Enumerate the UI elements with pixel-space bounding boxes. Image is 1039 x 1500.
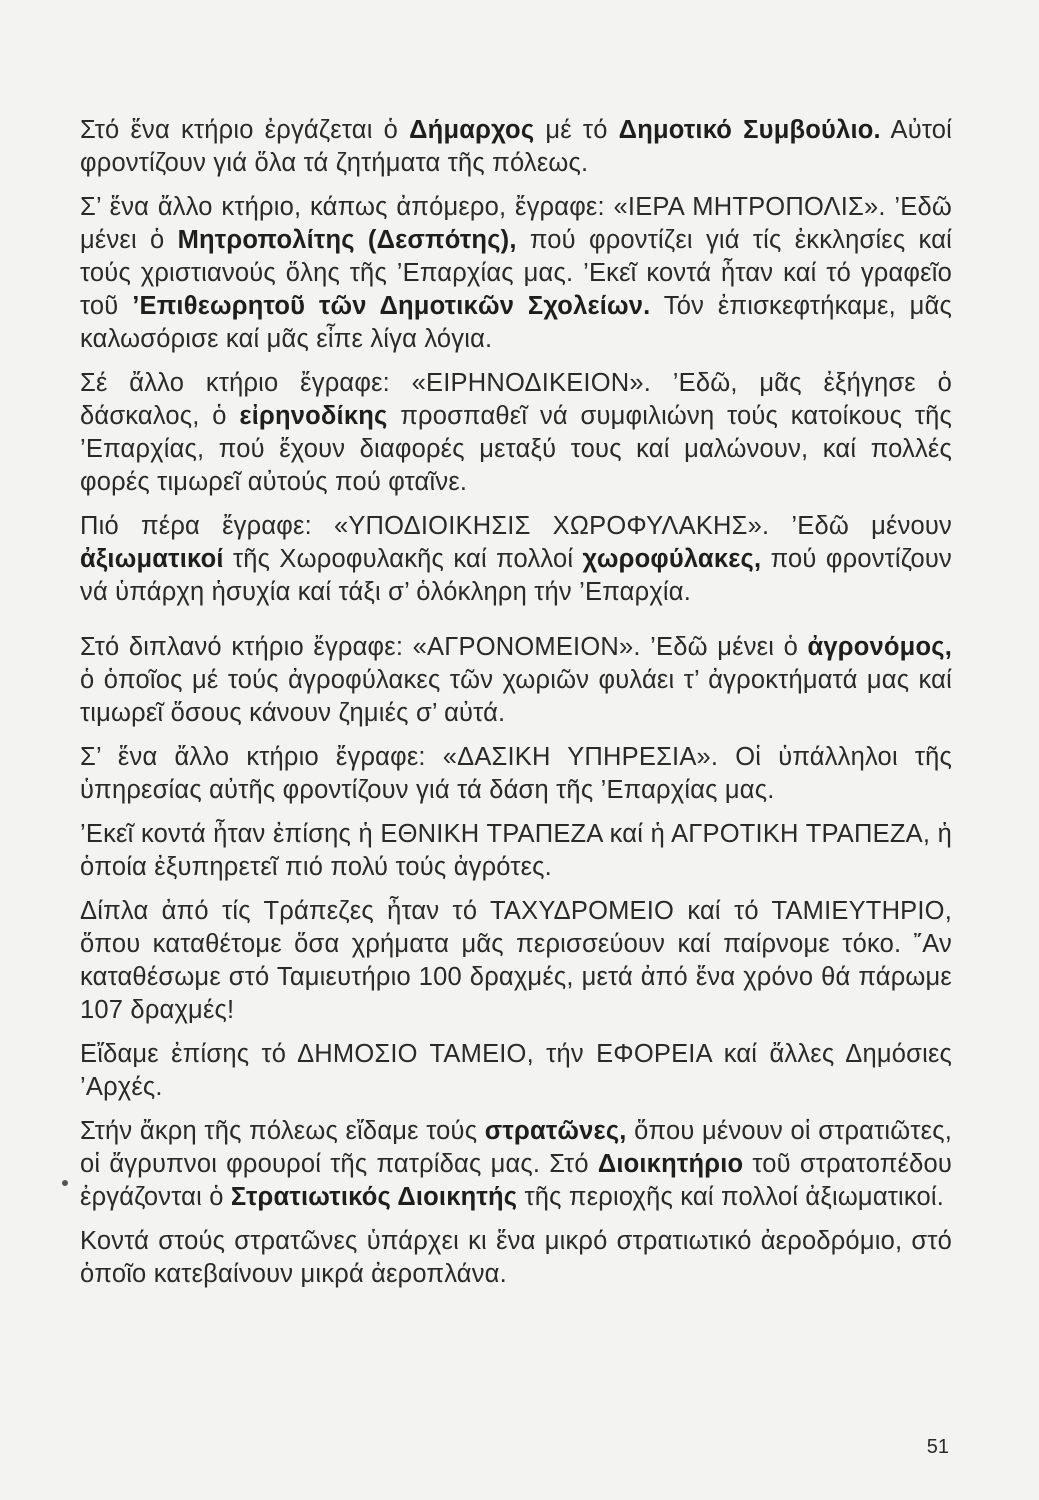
bold-term: Διοικητήριο	[597, 1150, 744, 1178]
text-segment: μέ τό	[534, 116, 619, 144]
text-segment: Εἴδαμε ἐπίσης τό ΔΗΜΟΣΙΟ ΤΑΜΕΙΟ, τήν ΕΦΟΡΕΙΑ καί ἄλλες Δημόσιες ’Αρχές.	[80, 1040, 952, 1101]
bold-term: Στρατιωτικός Διοικητής	[230, 1183, 518, 1211]
text-segment: ’Εκεῖ κοντά ἦταν ἐπίσης ἡ ΕΘΝΙΚΗ ΤΡΑΠΕΖΑ καί ἡ ΑΓΡΟΤΙΚΗ ΤΡΑΠΕΖΑ, ἡ ὁποία ἐξυπηρετεῖ πιό πολύ τούς ἀγρότες.	[80, 820, 952, 881]
paragraph-metropolis	[80, 191, 952, 356]
text-segment: Δίπλα ἀπό τίς Τράπεζες ἦταν τό ΤΑΧΥΔΡΟΜΕΙΟ καί τό ΤΑΜΙΕΥΤΗΡΙΟ, ὅπου καταθέτομε ὅσα χρήματα μᾶς περισσεύουν καί παίρνομε τόκο. ῎Αν καταθέσωμε στό Ταμιευτήριο 100 δραχμές, μετά ἀπό ἕνα χρόνο θά πάρωμε 107 δραχμές!	[80, 897, 952, 1024]
text-segment: Κοντά στούς στρατῶνες ὑπάρχει κι ἕνα μικρό στρατιωτικό ἀεροδρόμιο, στό ὁποῖο κατεβαίνουν μικρά ἀεροπλάνα.	[80, 1227, 952, 1288]
text-segment: Στό διπλανό κτήριο ἔγραφε: «ΑΓΡΟΝΟΜΕΙΟΝ». ’Εδῶ μένει ὁ	[80, 633, 808, 661]
text-segment: Στήν ἄκρη τῆς πόλεως εἴδαμε τούς	[80, 1117, 485, 1145]
bold-term: ἀγρονόμος,	[807, 633, 952, 661]
text-segment: τῆς Χωροφυλακῆς καί πολλοί	[223, 545, 583, 573]
text-segment: προσπαθεῖ νά συμφιλιώνη τούς κατοίκους τῆς ’Επαρχίας, πού ἔχουν διαφορές μεταξύ τους καί μαλώνουν, καί πολλές φορές τιμωρεῖ αὐτούς πού φταῖνε.	[80, 402, 952, 496]
page-number: 51	[926, 1436, 949, 1458]
bold-term: ’Επιθεωρητοῦ τῶν Δημοτικῶν Σχολείων.	[132, 292, 651, 320]
text-segment: Αὐτοί φροντίζουν γιά ὅλα τά ζητήματα τῆς πόλεως.	[80, 116, 953, 177]
bold-term: Μητροπολίτης (Δεσπότης),	[177, 226, 517, 254]
paragraph-public-offices	[80, 1038, 952, 1104]
bold-term: εἰρηνοδίκης	[239, 402, 388, 430]
paragraph-barracks	[80, 1115, 952, 1214]
text-segment: Σ’ ἕνα ἄλλο κτήριο, κάπως ἀπόμερο, ἔγραφε: «ΙΕΡΑ ΜΗΤΡΟΠΟΛΙΣ». ’Εδῶ μένει ὁ	[80, 193, 952, 254]
text-segment: Πιό πέρα ἔγραφε: «ΥΠΟΔΙΟΙΚΗΣΙΣ ΧΩΡΟΦΥΛΑΚΗΣ». ’Εδῶ μένουν	[80, 512, 952, 540]
text-segment: τῆς περιοχῆς καί πολλοί ἀξιωματικοί.	[517, 1183, 945, 1211]
text-segment: Σ’ ἕνα ἄλλο κτήριο ἔγραφε: «ΔΑΣΙΚΗ ΥΠΗΡΕΣΙΑ». Οἱ ὑπάλληλοι τῆς ὑπηρεσίας αὐτῆς φροντίζουν γιά τά δάση τῆς ’Επαρχίας μας.	[80, 743, 952, 804]
text-segment: πού φροντίζουν νά ὑπάρχη ἡσυχία καί τάξι σ’ ὁλόκληρη τήν ’Επαρχία.	[80, 545, 953, 606]
paragraph-gendarmerie	[80, 510, 952, 609]
text-segment: ὁ ὁποῖος μέ τούς ἀγροφύλακες τῶν χωριῶν φυλάει τ’ ἀγροκτήματά μας καί τιμωρεῖ ὅσους κάνουν ζημιές σ’ αὐτά.	[80, 666, 952, 727]
bold-term: χωροφύλακες,	[582, 545, 762, 573]
paragraph-mayor	[80, 114, 952, 180]
paragraph-banks	[80, 818, 952, 884]
bold-term: ἀξιωματικοί	[80, 545, 224, 573]
text-segment: πού φροντίζει γιά τίς ἐκκλησίες καί τούς χριστιανούς ὅλης τῆς ’Επαρχίας μας. ’Εκεῖ κοντά ἦταν καί τό γραφεῖο τοῦ	[80, 226, 952, 320]
text-segment: Σέ ἄλλο κτήριο ἔγραφε: «ΕΙΡΗΝΟΔΙΚΕΙΟΝ». ’Εδῶ, μᾶς ἐξήγησε ὁ δάσκαλος, ὁ	[80, 369, 952, 430]
paragraph-forestry	[80, 741, 952, 807]
bold-term: στρατῶνες,	[484, 1117, 627, 1145]
paragraph-agronomy	[80, 631, 952, 730]
body-text	[80, 114, 952, 1291]
text-segment: ὅπου μένουν οἱ στρατιῶτες, οἱ ἄγρυπνοι φρουροί τῆς πατρίδας μας. Στό	[80, 1117, 952, 1178]
bold-term: Δήμαρχος	[409, 116, 535, 144]
paragraph-airfield	[80, 1225, 952, 1291]
paragraph-post-office	[80, 895, 952, 1027]
bold-term: Δημοτικό Συμβούλιο.	[618, 116, 881, 144]
paragraph-court	[80, 367, 952, 499]
text-segment: Στό ἕνα κτήριο ἐργάζεται ὁ	[80, 116, 410, 144]
margin-dot	[62, 1180, 68, 1186]
text-segment: τοῦ στρατοπέδου ἐργάζονται ὁ	[80, 1150, 952, 1211]
text-segment: Τόν ἐπισκεφτήκαμε, μᾶς καλωσόρισε καί μᾶς εἶπε λίγα λόγια.	[80, 292, 952, 353]
